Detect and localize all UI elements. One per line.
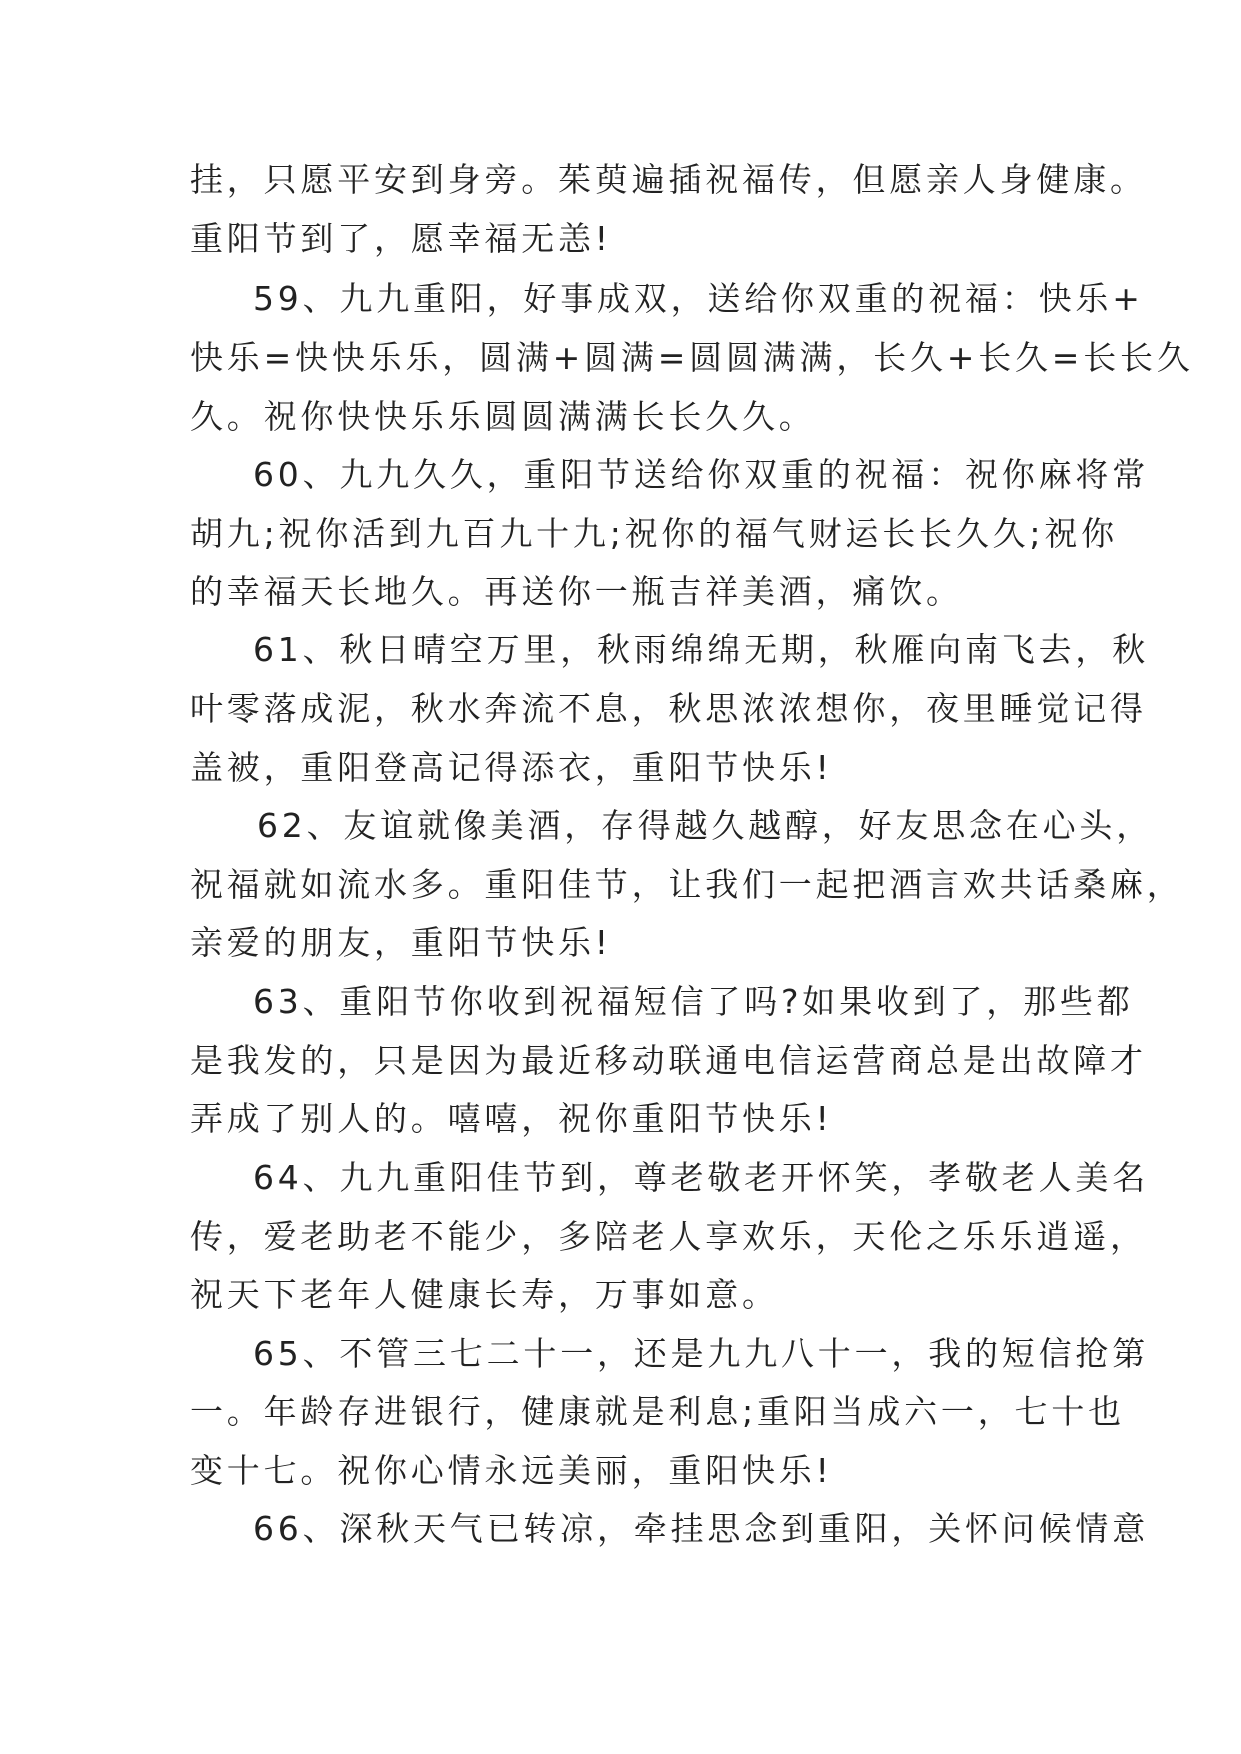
text-line: 63、重阳节你收到祝福短信了吗?如果收到了，那些都	[253, 982, 1134, 1021]
text-line: 亲爱的朋友，重阳节快乐!	[190, 923, 612, 962]
text-line: 60、九九久久，重阳节送给你双重的祝福：祝你麻将常	[253, 455, 1149, 494]
text-line: 一。年龄存进银行，健康就是利息;重阳当成六一，七十也	[190, 1392, 1125, 1431]
text-line: 59、九九重阳，好事成双，送给你双重的祝福：快乐+	[253, 279, 1144, 318]
text-line: 叶零落成泥，秋水奔流不息，秋思浓浓想你，夜里睡觉记得	[190, 689, 1147, 728]
text-line: 盖被，重阳登高记得添衣，重阳节快乐!	[190, 748, 833, 787]
text-line: 快乐=快快乐乐，圆满+圆满=圆圆满满，长久+长久=长长久	[190, 338, 1194, 377]
text-line: 62、友谊就像美酒，存得越久越醇，好友思念在心头，	[257, 806, 1153, 845]
text-line: 66、深秋天气已转凉，牵挂思念到重阳，关怀问候情意	[253, 1509, 1149, 1548]
text-line: 64、九九重阳佳节到，尊老敬老开怀笑，孝敬老人美名	[253, 1158, 1149, 1197]
text-line: 祝天下老年人健康长寿，万事如意。	[190, 1275, 779, 1314]
text-line: 61、秋日晴空万里，秋雨绵绵无期，秋雁向南飞去，秋	[253, 630, 1149, 669]
text-line: 传，爱老助老不能少，多陪老人享欢乐，天伦之乐乐逍遥，	[190, 1217, 1147, 1256]
text-line: 重阳节到了，愿幸福无恙!	[190, 219, 612, 258]
text-line: 弄成了别人的。嘻嘻，祝你重阳节快乐!	[190, 1099, 833, 1138]
text-line: 胡九;祝你活到九百九十九;祝你的福气财运长长久久;祝你	[190, 514, 1118, 553]
text-line: 是我发的，只是因为最近移动联通电信运营商总是出故障才	[190, 1041, 1147, 1080]
text-line: 变十七。祝你心情永远美丽，重阳快乐!	[190, 1451, 833, 1490]
text-line: 久。祝你快快乐乐圆圆满满长长久久。	[190, 397, 816, 436]
text-line: 祝福就如流水多。重阳佳节，让我们一起把酒言欢共话桑麻，	[190, 865, 1184, 904]
text-line: 65、不管三七二十一，还是九九八十一，我的短信抢第	[253, 1334, 1149, 1373]
text-line: 挂，只愿平安到身旁。茱萸遍插祝福传，但愿亲人身健康。	[190, 160, 1147, 199]
text-line: 的幸福天长地久。再送你一瓶吉祥美酒，痛饮。	[190, 572, 963, 611]
